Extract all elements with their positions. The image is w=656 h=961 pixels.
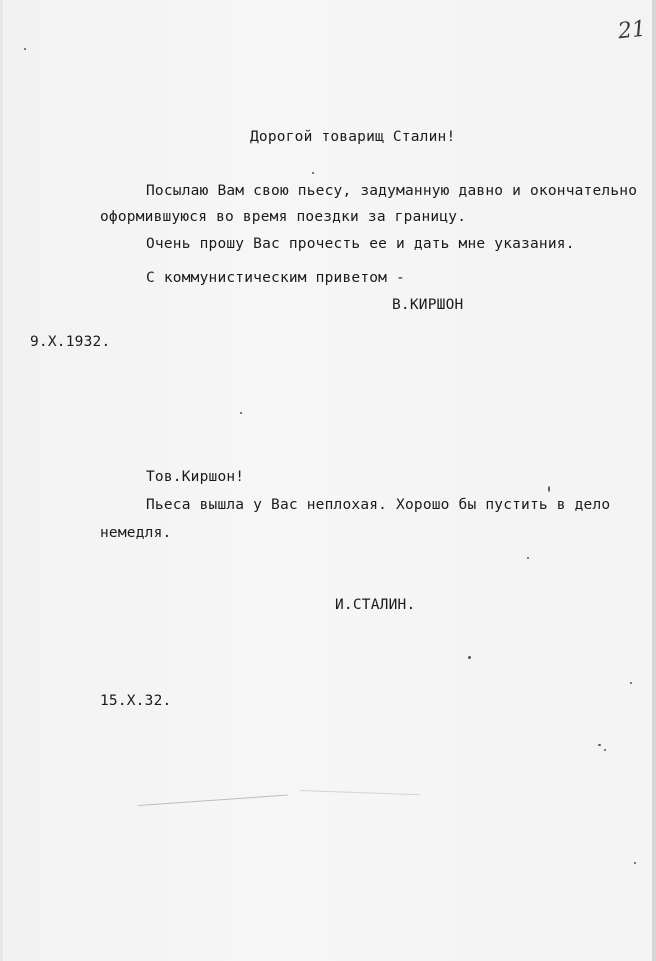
reply-body-line-1: Пьеса вышла у Вас неплохая. Хорошо бы пустить в дело — [146, 497, 611, 513]
paper-speck — [548, 486, 550, 492]
letter-closing: С коммунистическим приветом - — [146, 270, 405, 286]
reply-signature: И.СТАЛИН. — [335, 597, 416, 613]
paper-speck — [240, 412, 242, 414]
paper-speck — [634, 862, 636, 864]
paper-speck — [527, 557, 529, 559]
letter-body-line-3: Очень прошу Вас прочесть ее и дать мне указания. — [146, 236, 575, 252]
letter-salutation: Дорогой товарищ Сталин! — [250, 129, 456, 145]
paper-speck — [24, 48, 26, 50]
paper-scratch — [300, 790, 420, 795]
handwritten-page-number: 21 — [616, 16, 648, 45]
letter-signature: В.КИРШОН — [392, 297, 464, 313]
letter-date: 9.Х.1932. — [30, 334, 111, 350]
letter-body-line-1: Посылаю Вам свою пьесу, задуманную давно и окончательно — [146, 183, 638, 199]
reply-salutation: Тов.Киршон! — [146, 469, 245, 485]
paper-speck — [604, 749, 606, 751]
paper-speck — [598, 744, 601, 746]
letter-body-line-2: оформившуюся во время поездки за границу. — [100, 209, 467, 225]
paper-speck — [312, 172, 314, 174]
reply-date: 15.Х.32. — [100, 693, 172, 709]
paper-speck — [468, 656, 471, 659]
paper-scratch — [138, 795, 288, 806]
paper-speck — [630, 682, 632, 684]
reply-body-line-2: немедля. — [100, 525, 172, 541]
